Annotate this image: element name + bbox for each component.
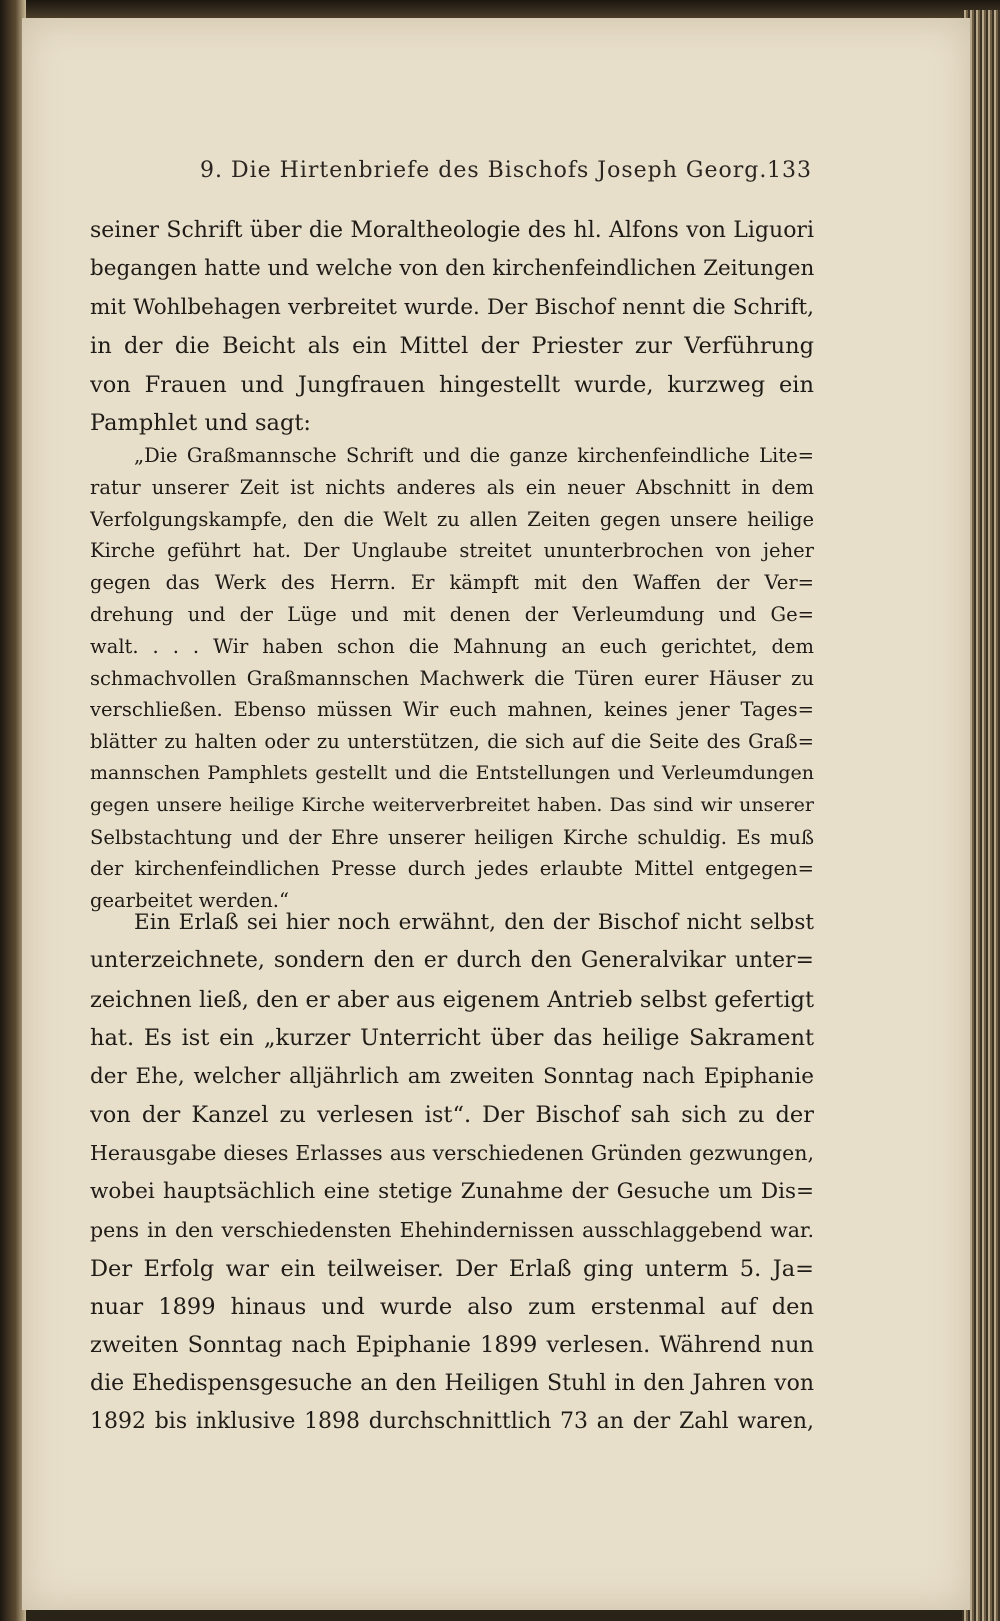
- text-line: begangen hatte und welche von den kirchenfeindlichen Zeitungen: [90, 256, 814, 282]
- quote-line: Verfolgungskampfe, den die Welt zu allen Zeiten gegen unsere heilige: [90, 507, 814, 531]
- paragraph-2: [90, 904, 814, 1441]
- text-line: hat. Es ist ein „kurzer Unterricht über das heilige Sakrament: [90, 1025, 814, 1052]
- page-number: 133: [767, 158, 812, 183]
- text-line: von der Kanzel zu verlesen ist“. Der Bischof sah sich zu der: [90, 1101, 814, 1128]
- quote-line: Kirche geführt hat. Der Unglaube streitet ununterbrochen von jeher: [90, 539, 814, 563]
- quote-line: gearbeitet werden.“: [90, 889, 289, 913]
- text-line: von Frauen und Jungfrauen hingestellt wurde, kurzweg ein: [90, 371, 814, 398]
- text-line: wobei hauptsächlich eine stetige Zunahme der Gesuche um Dis=: [90, 1178, 814, 1204]
- chapter-title: 9. Die Hirtenbriefe des Bischofs Joseph Georg.: [200, 158, 768, 183]
- text-line: Pamphlet und sagt:: [90, 409, 312, 436]
- text-line: unterzeichnete, sondern den er durch den Generalvikar unter=: [90, 948, 814, 974]
- text-line: zeichnen ließ, den er aber aus eigenem Antrieb selbst gefertigt: [90, 986, 814, 1013]
- quote-line: der kirchenfeindlichen Presse durch jedes erlaubte Mittel entgegen=: [90, 857, 814, 881]
- quote-line: schmachvollen Graßmannschen Machwerk die Türen eurer Häuser zu: [90, 666, 814, 690]
- text-line: seiner Schrift über die Moraltheologie des hl. Alfons von Liguori: [90, 218, 814, 243]
- quote-line: blätter zu halten oder zu unterstützen, die sich auf die Seite des Graß=: [90, 730, 814, 754]
- text-line: mit Wohlbehagen verbreitet wurde. Der Bischof nennt die Schrift,: [90, 294, 814, 320]
- quote-line: Selbstachtung und der Ehre unserer heiligen Kirche schuldig. Es muß: [90, 825, 814, 849]
- quote-line: gegen unsere heilige Kirche weiterverbreitet haben. Das sind wir unserer: [90, 793, 814, 816]
- quote-line: „Die Graßmannsche Schrift und die ganze kirchenfeindliche Lite=: [134, 444, 814, 467]
- quote-line: mannschen Pamphlets gestellt und die Entstellungen und Verleumdungen: [90, 761, 814, 784]
- quote-line: walt. . . . Wir haben schon die Mahnung an euch gerichtet, dem: [90, 634, 814, 658]
- text-line: Ein Erlaß sei hier noch erwähnt, den der Bischof nicht selbst: [134, 910, 814, 935]
- text-line: zweiten Sonntag nach Epiphanie 1899 verlesen. Während nun: [90, 1332, 814, 1359]
- text-line: in der die Beicht als ein Mittel der Priester zur Verführung: [90, 333, 814, 360]
- quote-line: verschließen. Ebenso müssen Wir euch mahnen, keines jener Tages=: [90, 698, 814, 722]
- text-line: der Ehe, welcher alljährlich am zweiten Sonntag nach Epiphanie: [90, 1063, 814, 1089]
- quoted-passage: [90, 440, 814, 917]
- text-line: pens in den verschiedensten Ehehindernissen ausschlaggebend war.: [90, 1218, 814, 1243]
- text-line: Der Erfolg war ein teilweiser. Der Erlaß ging unterm 5. Ja=: [90, 1255, 814, 1282]
- text-line: 1892 bis inklusive 1898 durchschnittlich 73 an der Zahl waren,: [90, 1409, 814, 1435]
- quote-line: gegen das Werk des Herrn. Er kämpft mit den Waffen der Ver=: [90, 571, 814, 595]
- paragraph-1: [90, 212, 814, 442]
- text-line: nuar 1899 hinaus und wurde also zum erstenmal auf den: [90, 1293, 814, 1320]
- text-line: die Ehedispensgesuche an den Heiligen Stuhl in den Jahren von: [90, 1370, 814, 1396]
- quote-line: drehung und der Lüge und mit denen der Verleumdung und Ge=: [90, 602, 814, 626]
- running-header: [200, 158, 812, 183]
- quote-line: ratur unserer Zeit ist nichts anderes als ein neuer Abschnitt in dem: [90, 475, 814, 499]
- text-line: Herausgabe dieses Erlasses aus verschiedenen Gründen gezwungen,: [90, 1141, 814, 1166]
- book-top-edge: [0, 0, 1000, 18]
